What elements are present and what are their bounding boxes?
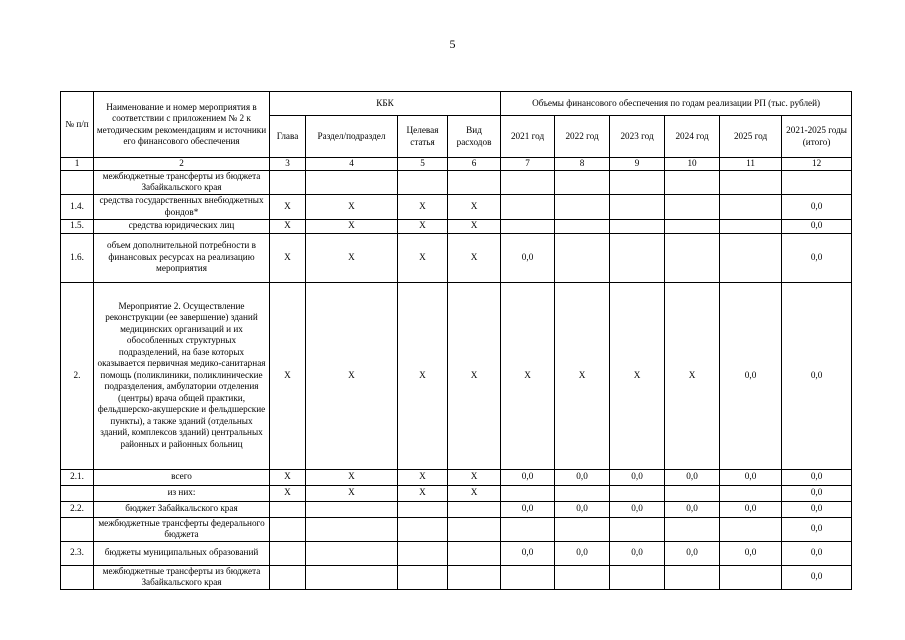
col-number: 2: [94, 158, 270, 171]
cell: [306, 170, 398, 194]
financing-table: [60, 91, 852, 590]
table-row: [61, 194, 852, 219]
cell: [555, 485, 610, 501]
cell: X: [555, 282, 610, 469]
cell: [501, 219, 555, 233]
cell: [398, 501, 448, 517]
col-number: 6: [448, 158, 501, 171]
row-name: межбюджетные трансферты федерального бюджета: [94, 517, 270, 541]
cell: X: [270, 469, 306, 485]
row-name: из них:: [94, 485, 270, 501]
row-num: [61, 170, 94, 194]
cell: [610, 485, 665, 501]
cell: [610, 233, 665, 282]
cell: [448, 170, 501, 194]
cell: X: [270, 219, 306, 233]
cell: 0,0: [782, 233, 852, 282]
cell: [270, 170, 306, 194]
cell: [448, 517, 501, 541]
table-row: [61, 170, 852, 194]
column-numbers-row: [61, 158, 852, 171]
cell: 0,0: [720, 501, 782, 517]
cell: 0,0: [782, 565, 852, 589]
cell: [270, 565, 306, 589]
cell: [720, 194, 782, 219]
header-kbk: КБК: [270, 92, 501, 116]
cell: [270, 517, 306, 541]
col-number: 3: [270, 158, 306, 171]
cell: [610, 517, 665, 541]
row-num: [61, 565, 94, 589]
header-2025: 2025 год: [720, 116, 782, 158]
cell: [398, 565, 448, 589]
cell: X: [306, 233, 398, 282]
cell: [720, 170, 782, 194]
row-num: 2.2.: [61, 501, 94, 517]
header-2024: 2024 год: [665, 116, 720, 158]
col-number: 11: [720, 158, 782, 171]
cell: X: [448, 194, 501, 219]
cell: X: [306, 219, 398, 233]
cell: [448, 565, 501, 589]
row-num: 2.1.: [61, 469, 94, 485]
cell: X: [306, 282, 398, 469]
cell: 0,0: [555, 541, 610, 565]
col-number: 7: [501, 158, 555, 171]
cell: X: [398, 469, 448, 485]
col-number: 9: [610, 158, 665, 171]
cell: 0,0: [665, 541, 720, 565]
cell: 0,0: [665, 469, 720, 485]
cell: 0,0: [782, 517, 852, 541]
row-name: средства юридических лиц: [94, 219, 270, 233]
table-row: [61, 485, 852, 501]
cell: [720, 565, 782, 589]
cell: 0,0: [720, 541, 782, 565]
cell: 0,0: [501, 501, 555, 517]
table-row: [61, 565, 852, 589]
row-name: объем дополнительной потребности в финансовых ресурсах на реализацию мероприятия: [94, 233, 270, 282]
cell: [501, 194, 555, 219]
cell: [782, 170, 852, 194]
cell: 0,0: [610, 541, 665, 565]
cell: X: [610, 282, 665, 469]
cell: [610, 565, 665, 589]
cell: 0,0: [782, 219, 852, 233]
col-number: 4: [306, 158, 398, 171]
cell: [270, 501, 306, 517]
cell: X: [398, 485, 448, 501]
cell: [720, 517, 782, 541]
cell: [720, 219, 782, 233]
cell: [555, 233, 610, 282]
cell: [306, 541, 398, 565]
cell: X: [270, 485, 306, 501]
cell: [306, 501, 398, 517]
cell: [720, 485, 782, 501]
row-name: Мероприятие 2. Осуществление реконструкции (ее завершение) зданий медицинских организаций и их обособленных структурных подразделений, на базе которых оказывается первичная медико-санитарная помощь (поликлиники, поликлинические подразделения, амбулатории отделения (центры) врача общей практики, фельдшерско-акушерские и фельдшерские пункты), а также зданий (отдельных зданий, комплексов зданий) центральных районных и районных больниц: [94, 282, 270, 469]
col-number: 5: [398, 158, 448, 171]
cell: [555, 219, 610, 233]
cell: X: [501, 282, 555, 469]
cell: 0,0: [782, 194, 852, 219]
cell: [665, 194, 720, 219]
cell: [610, 170, 665, 194]
cell: 0,0: [501, 233, 555, 282]
cell: 0,0: [555, 501, 610, 517]
cell: [501, 170, 555, 194]
cell: [665, 170, 720, 194]
row-num: 1.5.: [61, 219, 94, 233]
page-number: 5: [449, 37, 456, 51]
header-vid: Вид расходов: [448, 116, 501, 158]
cell: [398, 541, 448, 565]
row-num: 1.6.: [61, 233, 94, 282]
cell: [665, 485, 720, 501]
cell: 0,0: [782, 501, 852, 517]
row-num: 2.: [61, 282, 94, 469]
header-2021: 2021 год: [501, 116, 555, 158]
cell: [448, 541, 501, 565]
cell: 0,0: [610, 469, 665, 485]
cell: X: [270, 194, 306, 219]
row-name: всего: [94, 469, 270, 485]
table-row: [61, 233, 852, 282]
header-razdel: Раздел/подраздел: [306, 116, 398, 158]
cell: X: [306, 469, 398, 485]
cell: X: [448, 282, 501, 469]
cell: 0,0: [782, 541, 852, 565]
cell: [398, 517, 448, 541]
header-2022: 2022 год: [555, 116, 610, 158]
cell: 0,0: [610, 501, 665, 517]
cell: [306, 565, 398, 589]
cell: [555, 517, 610, 541]
cell: [720, 233, 782, 282]
cell: [665, 233, 720, 282]
row-name: средства государственных внебюджетных фондов*: [94, 194, 270, 219]
cell: [306, 517, 398, 541]
cell: X: [448, 219, 501, 233]
cell: X: [448, 469, 501, 485]
cell: [398, 170, 448, 194]
cell: 0,0: [720, 282, 782, 469]
cell: X: [448, 485, 501, 501]
header-total: 2021-2025 годы (итого): [782, 116, 852, 158]
col-number: 12: [782, 158, 852, 171]
table-row: [61, 282, 852, 469]
cell: 0,0: [782, 282, 852, 469]
cell: [448, 501, 501, 517]
cell: X: [448, 233, 501, 282]
cell: [665, 517, 720, 541]
cell: X: [398, 282, 448, 469]
table-row: [61, 541, 852, 565]
cell: X: [398, 219, 448, 233]
cell: 0,0: [720, 469, 782, 485]
table-row: [61, 517, 852, 541]
cell: 0,0: [665, 501, 720, 517]
cell: X: [398, 233, 448, 282]
header-glava: Глава: [270, 116, 306, 158]
row-num: 2.3.: [61, 541, 94, 565]
header-name: Наименование и номер мероприятия в соответствии с приложением № 2 к методическим рекомендациям и источники его финансового обеспечения: [94, 92, 270, 158]
cell: [610, 194, 665, 219]
row-name: бюджет Забайкальского края: [94, 501, 270, 517]
header-volumes: Объемы финансового обеспечения по годам реализации РП (тыс. рублей): [501, 92, 852, 116]
cell: 0,0: [782, 469, 852, 485]
cell: [501, 517, 555, 541]
header-statya: Целевая статья: [398, 116, 448, 158]
cell: X: [270, 233, 306, 282]
cell: [665, 565, 720, 589]
header-2023: 2023 год: [610, 116, 665, 158]
cell: [610, 219, 665, 233]
table-row: [61, 219, 852, 233]
cell: 0,0: [782, 485, 852, 501]
col-number: 1: [61, 158, 94, 171]
table-row: [61, 469, 852, 485]
row-name: межбюджетные трансферты из бюджета Забайкальского края: [94, 170, 270, 194]
col-number: 8: [555, 158, 610, 171]
cell: X: [306, 194, 398, 219]
cell: [270, 541, 306, 565]
cell: [555, 194, 610, 219]
table-row: [61, 501, 852, 517]
cell: X: [270, 282, 306, 469]
cell: 0,0: [501, 469, 555, 485]
cell: [555, 565, 610, 589]
col-number: 10: [665, 158, 720, 171]
row-num: [61, 517, 94, 541]
row-num: [61, 485, 94, 501]
row-name: бюджеты муниципальных образований: [94, 541, 270, 565]
cell: 0,0: [501, 541, 555, 565]
cell: X: [665, 282, 720, 469]
cell: X: [398, 194, 448, 219]
row-name: межбюджетные трансферты из бюджета Забайкальского края: [94, 565, 270, 589]
header-row-top: [61, 92, 852, 116]
cell: [501, 485, 555, 501]
header-num: № п/п: [61, 92, 94, 158]
cell: [501, 565, 555, 589]
cell: [555, 170, 610, 194]
cell: X: [306, 485, 398, 501]
cell: [665, 219, 720, 233]
cell: 0,0: [555, 469, 610, 485]
row-num: 1.4.: [61, 194, 94, 219]
